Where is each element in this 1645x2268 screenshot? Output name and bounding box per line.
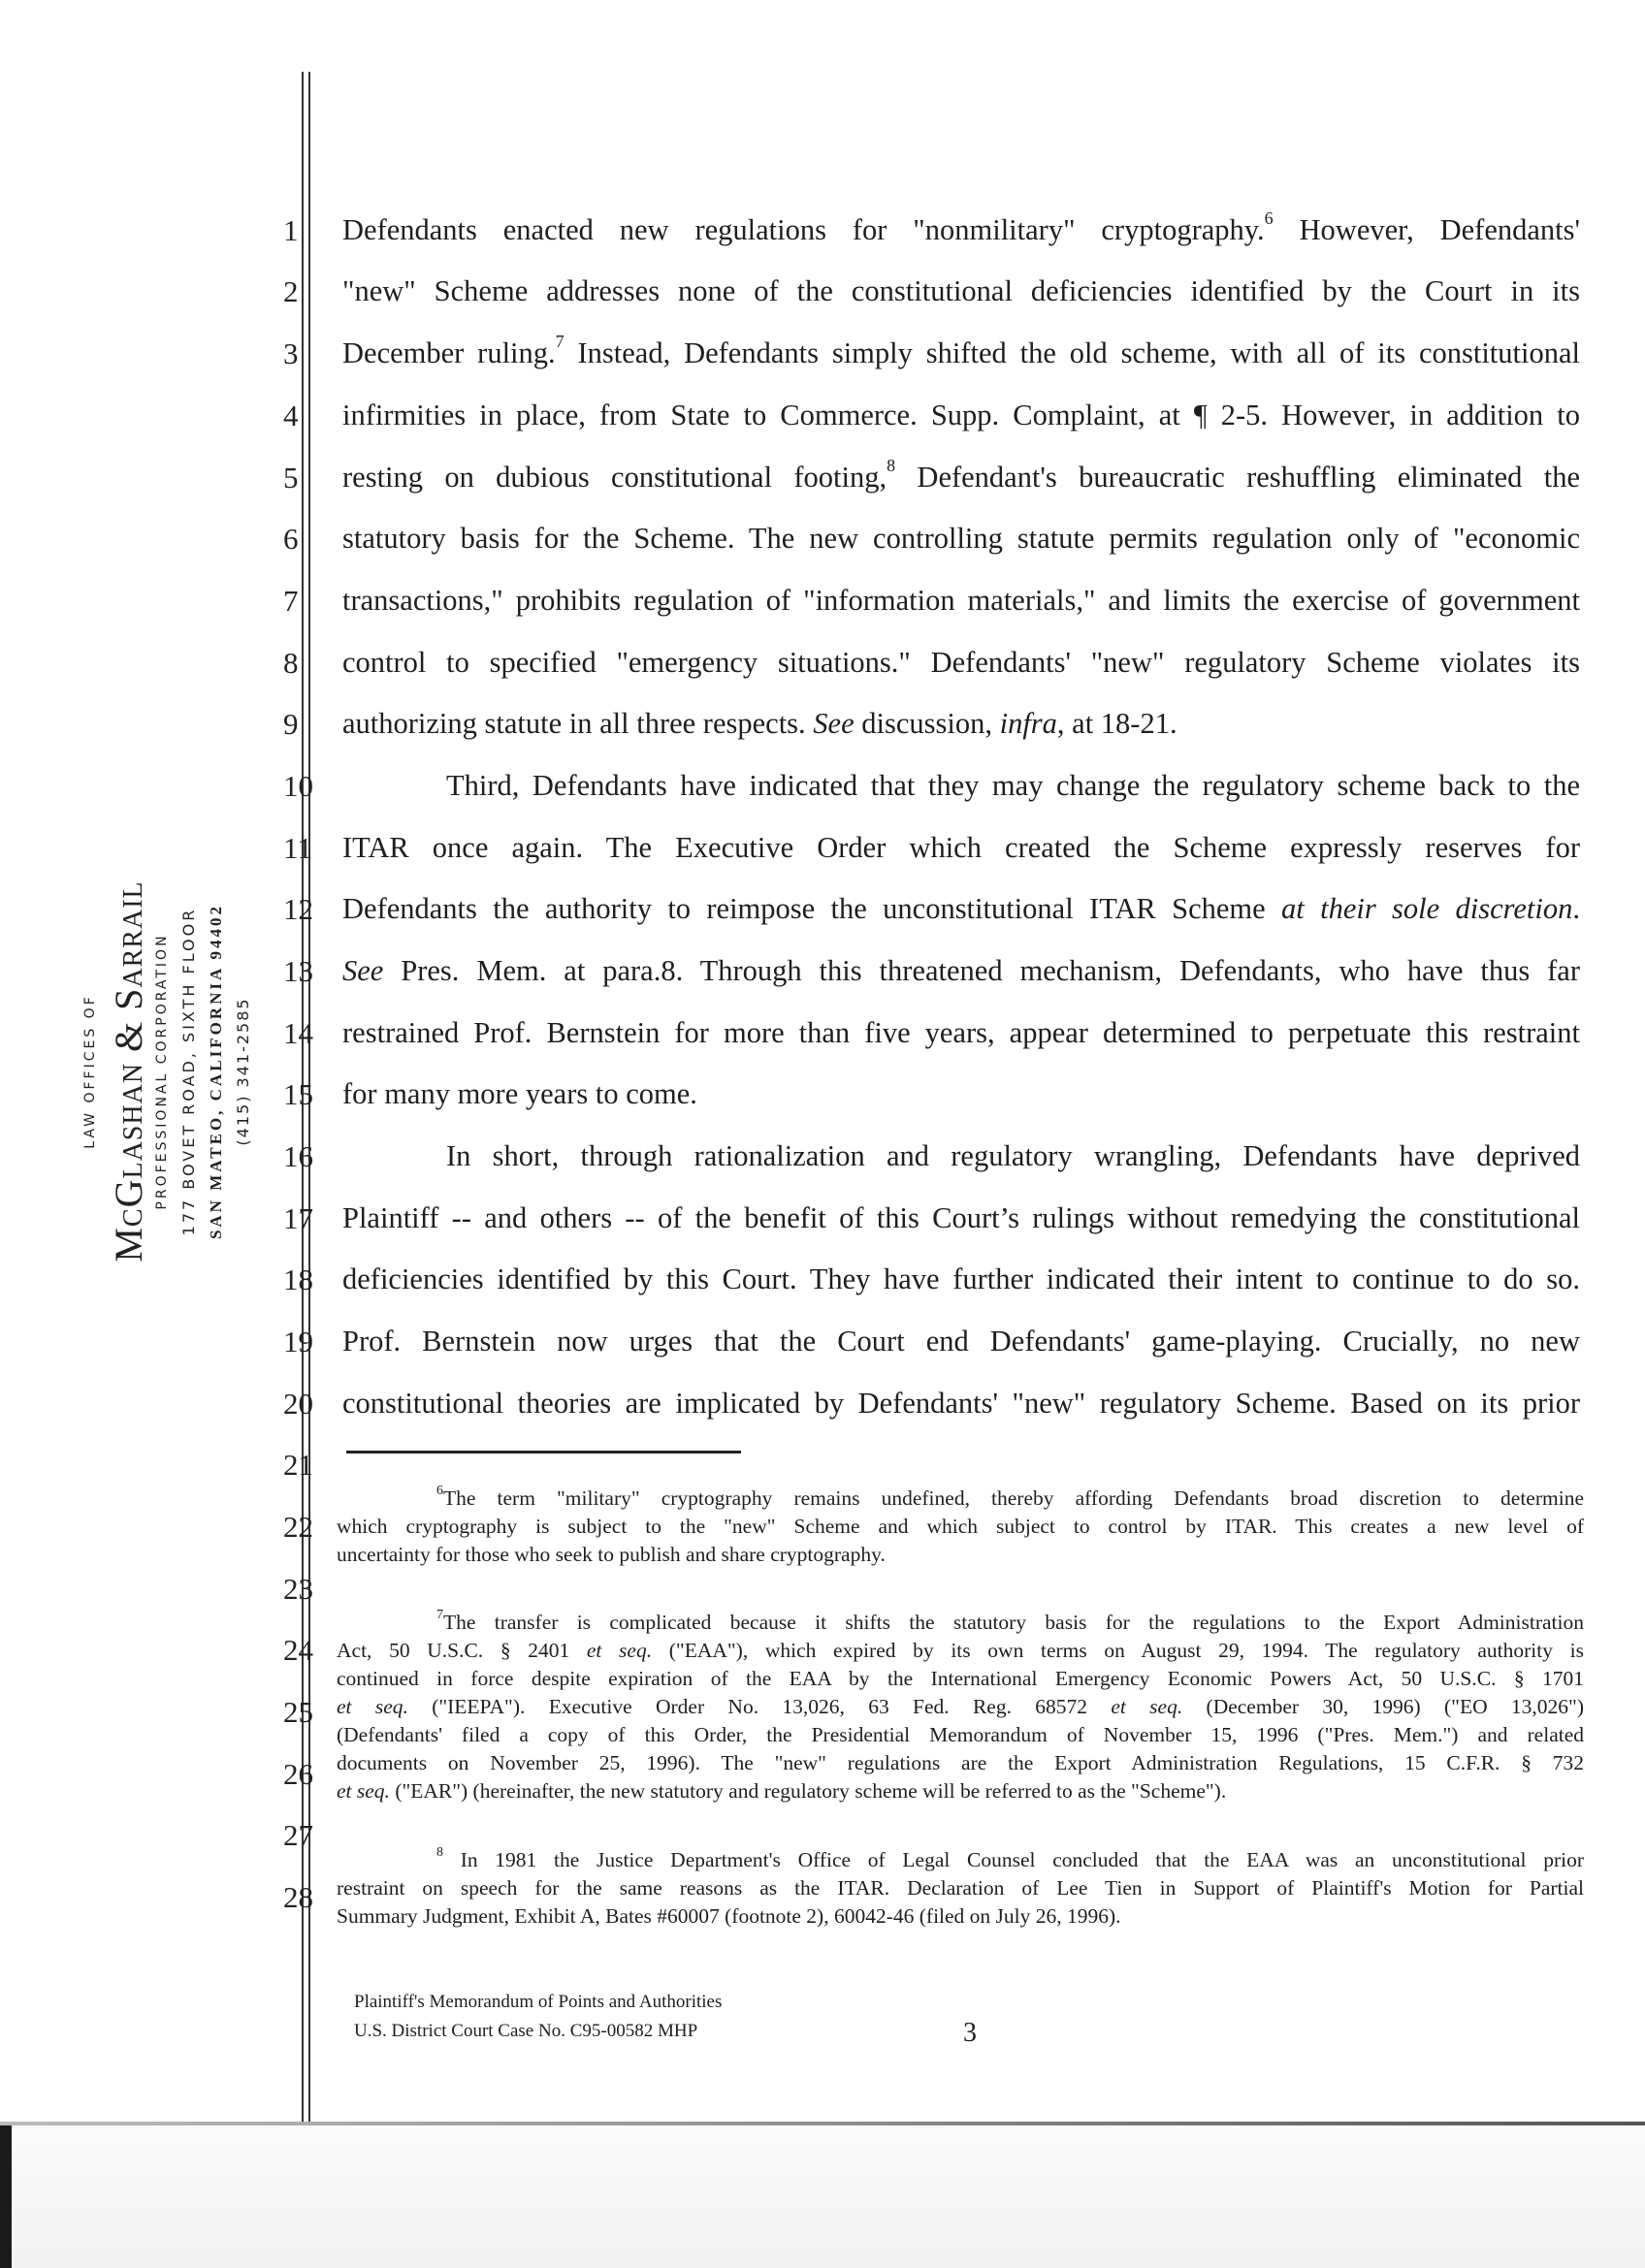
body-line: restrained Prof. Bernstein for more than five years, appear determined to perpetuate this restraint: [342, 1016, 1580, 1049]
footer-document-title: Plaintiff's Memorandum of Points and Authorities: [354, 1992, 723, 2012]
body-line: constitutional theories are implicated by Defendants' "new" regulatory Scheme. Based on its prior: [342, 1387, 1580, 1420]
page-bottom-edge: [0, 2122, 1645, 2125]
firm-corporation: PROFESSIONAL CORPORATION: [154, 933, 170, 1210]
body-line: Prof. Bernstein now urges that the Court end Defendants' game-playing. Crucially, no new: [342, 1325, 1580, 1358]
line-number: 1: [283, 213, 299, 247]
body-line: control to specified "emergency situations." Defendants' "new" regulatory Scheme violates its: [342, 646, 1580, 679]
footnote-8-line: restraint on speech for the same reasons as the ITAR. Declaration of Lee Tien in Support of Plaintiff's Motion for Partial: [337, 1876, 1584, 1900]
footnote-8-line: Summary Judgment, Exhibit A, Bates #60007 (footnote 2), 60042-46 (filed on July 26, 1996).: [337, 1904, 1121, 1928]
line-number: 19: [283, 1325, 313, 1358]
footnote-6-line: which cryptography is subject to the "new" Scheme and which subject to control by ITAR. This creates a new level of: [337, 1515, 1584, 1538]
line-number: 5: [283, 461, 299, 495]
footnote-7-line: et seq. ("IEEPA"). Executive Order No. 13,026, 63 Fed. Reg. 68572 et seq. (December 30, 1996) ("EO 13,026"): [337, 1695, 1584, 1718]
line-number: 21: [283, 1448, 313, 1482]
footnote-7-line: (Defendants' filed a copy of this Order, the Presidential Memorandum of November 15, 1996 ("Pres. Mem.") and related: [337, 1723, 1584, 1746]
footnote-7-line: continued in force despite expiration of the EAA by the International Emergency Economic Powers Act, 50 U.S.C. § 1701: [337, 1667, 1584, 1690]
law-offices-label: LAW OFFICES OF: [82, 994, 98, 1149]
firm-address: 177 BOVET ROAD, SIXTH FLOOR: [179, 907, 198, 1236]
body-line: for many more years to come.: [342, 1077, 697, 1110]
line-number: 7: [283, 584, 299, 618]
body-line: resting on dubious constitutional footing,$^8$ Defendant's bureaucratic reshuffling eliminated the: [342, 456, 1580, 494]
footnote-7-line: $^7$The transfer is complicated because it shifts the statutory basis for the regulations to the Export Administration: [436, 1608, 1584, 1634]
line-number: 28: [283, 1880, 313, 1914]
footnote-ref-6: 6: [1264, 208, 1274, 228]
line-number: 20: [283, 1387, 313, 1421]
line-number: 10: [283, 769, 313, 803]
line-number: 17: [283, 1201, 313, 1235]
line-number: 26: [283, 1757, 313, 1791]
scanner-edge-bar: [0, 2125, 12, 2268]
scan-background: [0, 2124, 1645, 2268]
body-line: Defendants the authority to reimpose the unconstitutional ITAR Scheme at their sole discretion.: [342, 892, 1581, 925]
body-line: ITAR once again. The Executive Order which created the Scheme expressly reserves for: [342, 831, 1580, 864]
firm-name: McGlashan & Sarrail: [107, 880, 150, 1262]
line-number: 22: [283, 1510, 313, 1544]
footnote-6-line: $^6$The term "military" cryptography remains undefined, thereby affording Defendants broad discretion to determine: [436, 1484, 1584, 1510]
line-number: 24: [283, 1633, 313, 1667]
line-number: 2: [283, 274, 299, 308]
footer-case-number: U.S. District Court Case No. C95-00582 MHP: [354, 2021, 698, 2041]
line-number: 9: [283, 707, 299, 741]
footnote-6-line: uncertainty for those who seek to publish and share cryptography.: [337, 1543, 886, 1566]
line-number: 16: [283, 1139, 313, 1173]
firm-phone: (415) 341-2585: [234, 997, 252, 1146]
body-line: statutory basis for the Scheme. The new controlling statute permits regulation only of "economic: [342, 522, 1580, 555]
line-number: 3: [283, 336, 299, 370]
body-line: Plaintiff -- and others -- of the benefit of this Court’s rulings without remedying the constitutional: [342, 1201, 1580, 1234]
body-line: transactions," prohibits regulation of "information materials," and limits the exercise of government: [342, 584, 1580, 617]
body-line: In short, through rationalization and regulatory wrangling, Defendants have deprived: [446, 1139, 1580, 1172]
footnote-7-line: et seq. ("EAR") (hereinafter, the new statutory and regulatory scheme will be referred to as the "Scheme").: [337, 1779, 1227, 1803]
body-line: Defendants enacted new regulations for "nonmilitary" cryptography.$^6$ However, Defendants': [342, 208, 1580, 246]
body-line: "new" Scheme addresses none of the constitutional deficiencies identified by the Court in its: [342, 274, 1580, 307]
footnote-ref-7: 7: [555, 332, 564, 351]
line-number: 15: [283, 1077, 313, 1111]
line-number: 25: [283, 1695, 313, 1729]
footnote-8-line: $^8$ In 1981 the Justice Department's Office of Legal Counsel concluded that the EAA was an unconstitutional prior: [436, 1845, 1584, 1871]
body-line: See Pres. Mem. at para.8. Through this threatened mechanism, Defendants, who have thus far: [342, 954, 1580, 987]
body-line: Third, Defendants have indicated that they may change the regulatory scheme back to the: [446, 769, 1580, 802]
line-number: 4: [283, 399, 299, 432]
body-line: authorizing statute in all three respects. See discussion, infra, at 18-21.: [342, 707, 1177, 740]
line-number: 23: [283, 1572, 313, 1606]
line-number: 18: [283, 1262, 313, 1296]
line-number: 12: [283, 892, 313, 926]
line-number: 14: [283, 1016, 313, 1050]
body-line: December ruling.$^7$ Instead, Defendants simply shifted the old scheme, with all of its constitutional: [342, 332, 1580, 369]
firm-city: SAN MATEO, CALIFORNIA 94402: [207, 903, 225, 1240]
footnote-ref-8: 8: [887, 456, 896, 475]
law-firm-sidebar: [82, 844, 252, 1299]
line-number: 6: [283, 522, 299, 556]
line-number: 27: [283, 1818, 313, 1852]
footnote-separator: [346, 1451, 741, 1453]
line-number: 11: [283, 831, 312, 865]
line-number: 8: [283, 646, 299, 680]
footnote-7-line: documents on November 25, 1996). The "new" regulations are the Export Administration Regulations, 15 C.F.R. § 732: [337, 1751, 1584, 1774]
page-number: 3: [963, 2018, 977, 2048]
body-line: deficiencies identified by this Court. They have further indicated their intent to continue to do so.: [342, 1262, 1580, 1295]
body-line: infirmities in place, from State to Commerce. Supp. Complaint, at ¶ 2-5. However, in addition to: [342, 399, 1580, 431]
footnote-7-line: Act, 50 U.S.C. § 2401 et seq. ("EAA"), which expired by its own terms on August 29, 1994. The regulatory authority is: [337, 1639, 1584, 1662]
line-number: 13: [283, 954, 313, 988]
